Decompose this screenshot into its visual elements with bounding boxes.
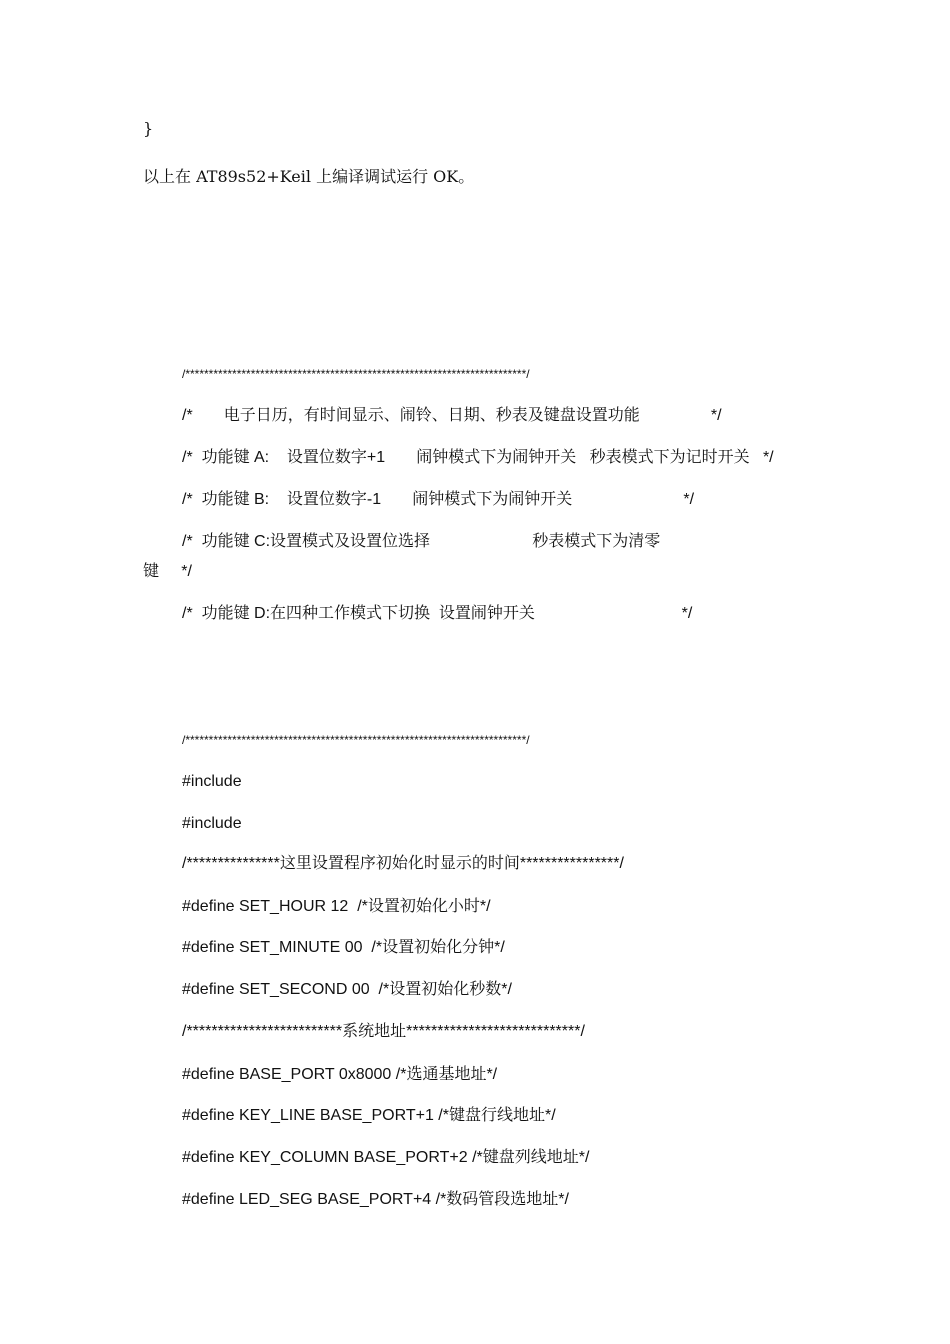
define-set-hour: #define SET_HOUR 12 /*设置初始化小时*/ — [182, 898, 491, 915]
header-comment-key-d: /* 功能键 D:在四种工作模式下切换 设置闹钟开关 */ — [182, 605, 693, 622]
define-key-column: #define KEY_COLUMN BASE_PORT+2 /*键盘列线地址*/ — [182, 1149, 590, 1166]
init-time-comment: /***************这里设置程序初始化时显示的时间****************/ — [182, 855, 624, 872]
system-address-comment: /*************************系统地址****************************/ — [182, 1023, 585, 1040]
define-key-line: #define KEY_LINE BASE_PORT+1 /*键盘行线地址*/ — [182, 1107, 556, 1124]
define-set-minute: #define SET_MINUTE 00 /*设置初始化分钟*/ — [182, 939, 505, 956]
define-led-seg: #define LED_SEG BASE_PORT+4 /*数码管段选地址*/ — [182, 1191, 569, 1208]
header-comment-key-b: /* 功能键 B: 设置位数字-1 闹钟模式下为闹钟开关 */ — [182, 491, 695, 508]
compile-note: 以上在 AT89s52+Keil 上编译调试运行 OK。 — [143, 167, 475, 186]
header-comment-title: /* 电子日历，有时间显示、闹铃、日期、秒表及键盘设置功能 */ — [182, 407, 722, 424]
define-base-port: #define BASE_PORT 0x8000 /*选通基地址*/ — [182, 1066, 498, 1083]
header-comment-key-c-wrap: 键 */ — [143, 563, 192, 580]
define-set-second: #define SET_SECOND 00 /*设置初始化秒数*/ — [182, 981, 512, 998]
header-comment-border-top: /*************************************************************************/ — [182, 367, 530, 381]
include-line-1: #include — [182, 773, 242, 790]
include-line-2: #include — [182, 815, 242, 832]
header-comment-key-c: /* 功能键 C:设置模式及设置位选择 秒表模式下为清零 — [182, 533, 661, 550]
closing-brace: } — [143, 119, 154, 138]
header-comment-border-bottom: /*************************************************************************/ — [182, 733, 530, 747]
header-comment-key-a: /* 功能键 A: 设置位数字+1 闹钟模式下为闹钟开关 秒表模式下为记时开关 */ — [182, 449, 774, 466]
